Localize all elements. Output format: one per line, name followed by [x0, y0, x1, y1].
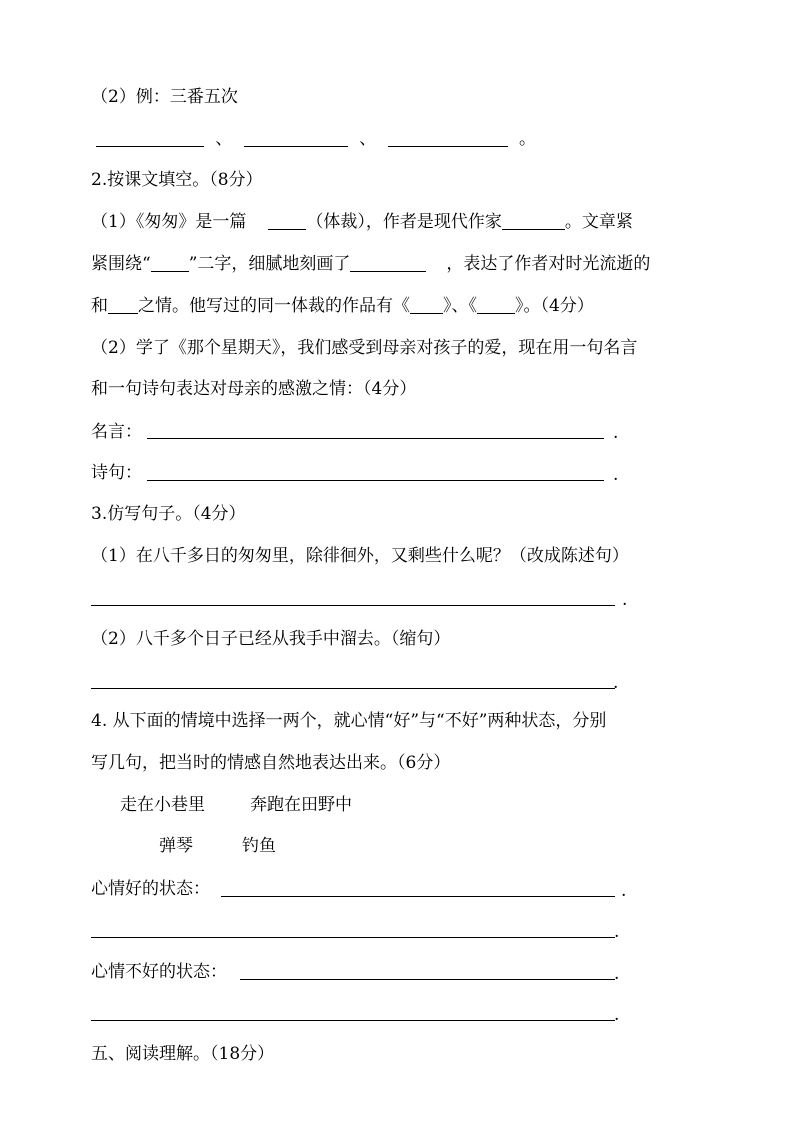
shiju-label: 诗句： [91, 463, 142, 483]
text: （1）《匆匆》是一篇 [91, 212, 247, 232]
q2-p1-line2 [91, 253, 650, 275]
blank-3[interactable] [388, 128, 508, 147]
q4-option: 钓鱼 [242, 836, 276, 856]
good-mood-answer-line-2[interactable] [91, 937, 615, 938]
good-mood-answer-line-1[interactable] [221, 896, 615, 897]
text: 和 [91, 296, 108, 316]
period: . [621, 881, 627, 901]
text: 之情。他写过的同一体裁的作品有《 [138, 296, 410, 316]
q4-option: 走在小巷里 [120, 795, 205, 815]
period: . [613, 673, 619, 693]
q4-line1: 4. 从下面的情境中选择一两个，就心情“好”与“不好”两种状态，分别 [91, 711, 607, 731]
blank-work-1[interactable] [410, 295, 443, 314]
q4-option: 奔跑在田野中 [250, 795, 352, 815]
end-mark: 。 [519, 129, 537, 149]
bad-mood-answer-line-2[interactable] [91, 1020, 615, 1021]
period: . [614, 922, 620, 942]
text: 紧围绕“ [91, 254, 151, 274]
period: . [613, 465, 619, 485]
q3-p1-answer-line[interactable] [91, 605, 615, 606]
text: 》。（4分） [515, 296, 594, 316]
q2-p2-line2: 和一句诗句表达对母亲的感激之情：（4分） [91, 379, 417, 399]
blank-author[interactable] [502, 211, 565, 230]
section-5-heading: 五、阅读理解。（18分） [91, 1044, 275, 1064]
separator: 、 [359, 129, 377, 149]
q3-title: 3.仿写句子。（4分） [91, 504, 246, 524]
period: . [614, 964, 620, 984]
good-mood-label: 心情好的状态： [91, 879, 210, 899]
period: . [622, 590, 628, 610]
q2-p1-line1 [91, 211, 633, 233]
blank-1[interactable] [96, 128, 204, 147]
bad-mood-answer-line-1[interactable] [240, 979, 615, 980]
q3-p2: （2）八千多个日子已经从我手中溜去。（缩句） [91, 629, 451, 649]
blank-genre[interactable] [268, 211, 306, 230]
mingyan-label: 名言： [91, 422, 142, 442]
text: 。文章紧 [564, 212, 633, 232]
q4-option: 弹琴 [159, 836, 193, 856]
blank-work-2[interactable] [477, 295, 515, 314]
shiju-answer-line[interactable] [147, 480, 604, 481]
q1-2-label: （2）例：三番五次 [91, 87, 238, 107]
blank-two-chars[interactable] [151, 253, 189, 272]
text: ”二字，细腻地刻画了 [188, 254, 351, 274]
bad-mood-label: 心情不好的状态： [91, 962, 227, 982]
q3-p1: （1）在八千多日的匆匆里，除徘徊外，又剩些什么呢？（改成陈述句） [91, 546, 629, 566]
separator: 、 [215, 129, 233, 149]
text: 》、《 [443, 296, 477, 316]
text: ，表达了作者对时光流逝的 [446, 254, 651, 274]
q1-2-blanks-row [96, 128, 536, 150]
q3-p2-answer-line[interactable] [91, 688, 615, 689]
q2-title: 2.按课文填空。（8分） [91, 170, 263, 190]
mingyan-answer-line[interactable] [147, 438, 604, 439]
q2-p1-line3 [91, 295, 594, 317]
blank-depict[interactable] [350, 253, 426, 272]
blank-2[interactable] [244, 128, 348, 147]
period: . [614, 1005, 620, 1025]
blank-feeling[interactable] [108, 295, 138, 314]
text: （体裁），作者是现代作家 [306, 212, 502, 232]
q2-p2-line1: （2）学了《那个星期天》，我们感受到母亲对孩子的爱，现在用一句名言 [91, 338, 638, 358]
q4-line2: 写几句，把当时的情感自然地表达出来。（6分） [91, 753, 451, 773]
period: . [613, 423, 619, 443]
